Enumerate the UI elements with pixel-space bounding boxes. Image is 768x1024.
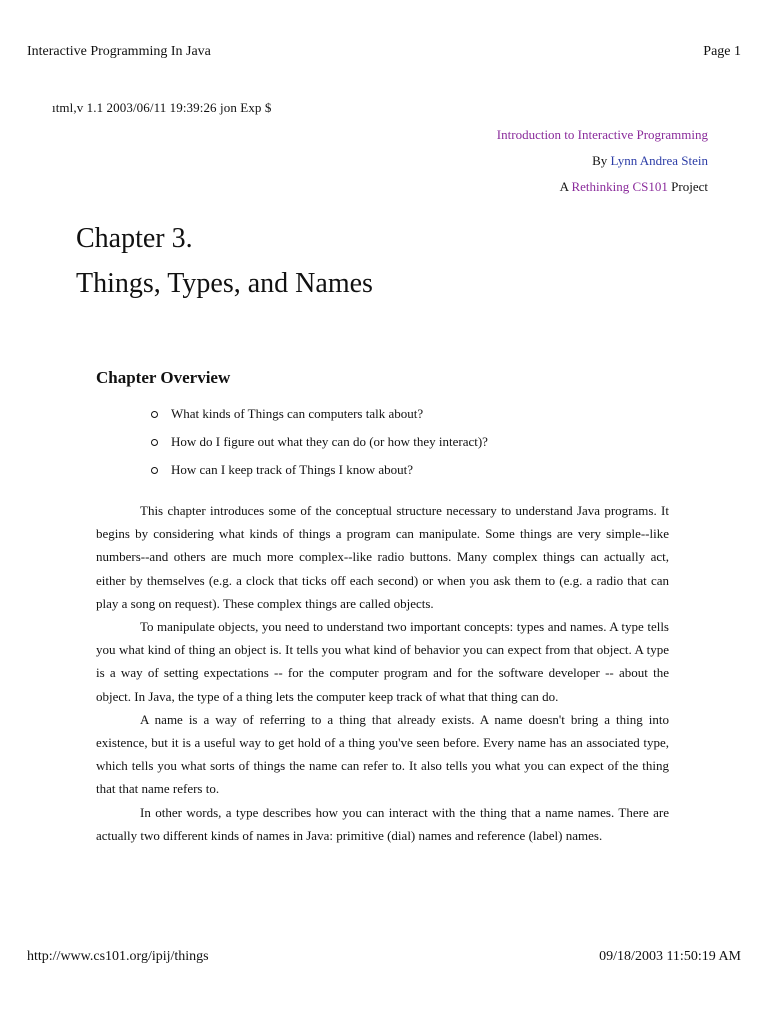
print-header-page-number: Page 1 [703,44,741,59]
credits-block [497,122,708,200]
chapter-number: Chapter 3. [76,223,193,254]
paragraph: In other words, a type describes how you can interact with the thing that a name names. There are actually two different kinds of names in Java: primitive (dial) names and reference (label) names. [96,804,669,843]
book-title-link[interactable]: Introduction to Interactive Programming [496,127,708,142]
chapter-title: Things, Types, and Names [76,268,373,299]
credits-book-line [497,122,708,148]
by-prefix: By [592,153,611,168]
body-text [96,499,669,847]
project-prefix: A [559,179,572,194]
circle-bullet-icon [151,467,158,474]
author-link[interactable]: Lynn Andrea Stein [610,153,708,168]
project-suffix: Project [667,179,708,194]
circle-bullet-icon [151,411,158,418]
credits-author-line [497,148,708,174]
print-footer-timestamp: 09/18/2003 11:50:19 AM [599,949,741,964]
credits-project-line [497,174,708,200]
paragraph: This chapter introduces some of the conceptual structure necessary to understand Java programs. It begins by considering what kinds of things a program can manipulate. Some things are very simple--like numbers--and others are much more complex--like radio buttons. Many complex things can actually act, either by themselves (e.g. a clock that ticks off each second) or when you ask them to (e.g. a radio that can play a song on request). These complex things are called objects. [96,503,669,611]
print-footer-url: http://www.cs101.org/ipij/things [27,949,209,964]
chapter-overview-heading: Chapter Overview [96,368,231,387]
print-header-title: Interactive Programming In Java [27,44,211,59]
overview-item-text: What kinds of Things can computers talk about? [171,406,424,421]
circle-bullet-icon [151,439,158,446]
overview-item [151,406,488,434]
overview-item [151,434,488,462]
overview-item-text: How do I figure out what they can do (or how they interact)? [171,434,488,449]
overview-item-text: How can I keep track of Things I know about? [171,462,413,477]
paragraph: To manipulate objects, you need to understand two important concepts: types and names. A type tells you what kind of thing an object is. It tells you what kind of behavior you can expect from that object. A type is a way of setting expectations -- for the computer program and for the software developer -- about the object. In Java, the type of a thing lets the computer keep track of what that thing can do. [96,619,669,704]
overview-list [151,406,488,490]
cvs-id-line: ıtml,v 1.1 2003/06/11 19:39:26 jon Exp $ [52,100,272,115]
overview-item [151,462,488,490]
project-link[interactable]: Rethinking CS101 [571,179,668,194]
paragraph: A name is a way of referring to a thing that already exists. A name doesn't bring a thing into existence, but it is a useful way to get hold of a thing you've seen before. Every name has an associated type, which tells you what sorts of things the name can refer to. It also tells you what you can expect of the thing that that name refers to. [96,711,669,797]
